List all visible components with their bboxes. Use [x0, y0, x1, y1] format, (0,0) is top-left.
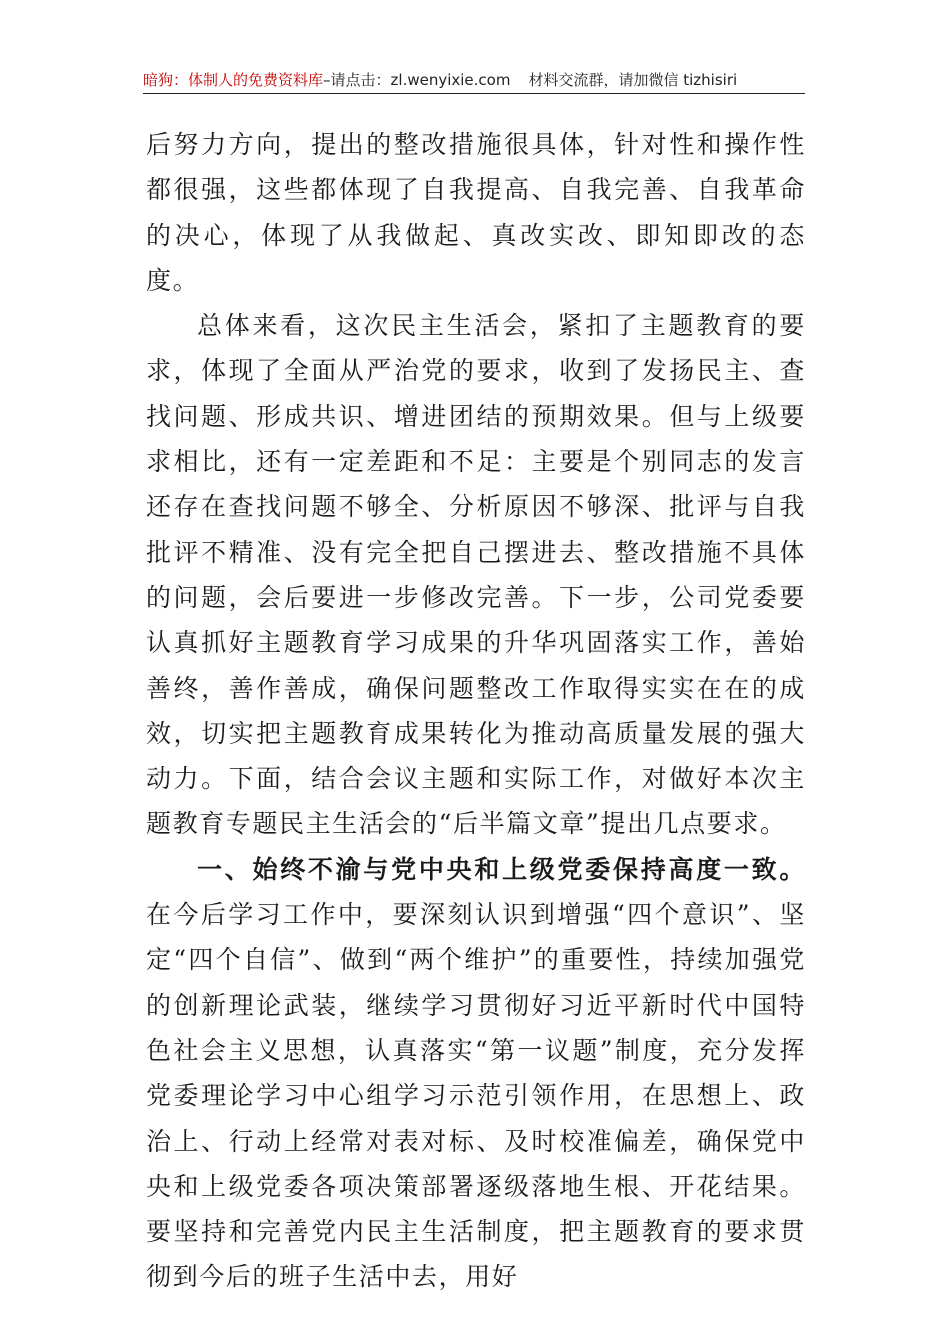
section-text-one: 在今后学习工作中，要深刻认识到增强“四个意识”、坚定“四个自信”、做到“两个维护”的重要性，持续加强党的创新理论武装，继续学习贯彻好习近平新时代中国特色社会主义思想，认真落实“第一议题”制度，充分发挥党委理论学习中心组学习示范引领作用，在思想上、政治上、行动上经常对表对标、及时校准偏差，确保党中央和上级党委各项决策部署逐级落地生根、开花结果。要坚持和完善党内民主生活制度，把主题教育的要求贯彻到今后的班子生活中去，用好 — [146, 900, 806, 1292]
page-header — [143, 66, 805, 94]
section-heading-one: 一、始终不渝与党中央和上级党委保持高度一致。 — [197, 854, 806, 884]
header-url-link[interactable]: zl.wenyixie.com — [390, 71, 511, 89]
header-site-name: 暗狗：体制人的免费资料库 — [143, 71, 324, 89]
header-click-prompt: –请点击： — [323, 71, 391, 89]
paragraph-continuation: 后努力方向，提出的整改措施很具体，针对性和操作性都很强，这些都体现了自我提高、自我完善、自我革命的决心，体现了从我做起、真改实改、即知即改的态度。 — [146, 130, 806, 295]
document-body — [146, 122, 806, 1300]
header-group-note: 材料交流群，请加微信 tizhisiri — [528, 71, 738, 89]
paragraph-requirement-one — [146, 847, 806, 1300]
paragraph-summary: 总体来看，这次民主生活会，紧扣了主题教育的要求，体现了全面从严治党的要求，收到了发扬民主、查找问题、形成共识、增进团结的预期效果。但与上级要求相比，还有一定差距和不足：主要是个别同志的发言还存在查找问题不够全、分析原因不够深、批评与自我批评不精准、没有完全把自己摆进去、整改措施不具体的问题，会后要进一步修改完善。下一步，公司党委要认真抓好主题教育学习成果的升华巩固落实工作，善始善终，善作善成，确保问题整改工作取得实实在在的成效，切实把主题教育成果转化为推动高质量发展的强大动力。下面，结合会议主题和实际工作，对做好本次主题教育专题民主生活会的“后半篇文章”提出几点要求。 — [146, 311, 806, 839]
